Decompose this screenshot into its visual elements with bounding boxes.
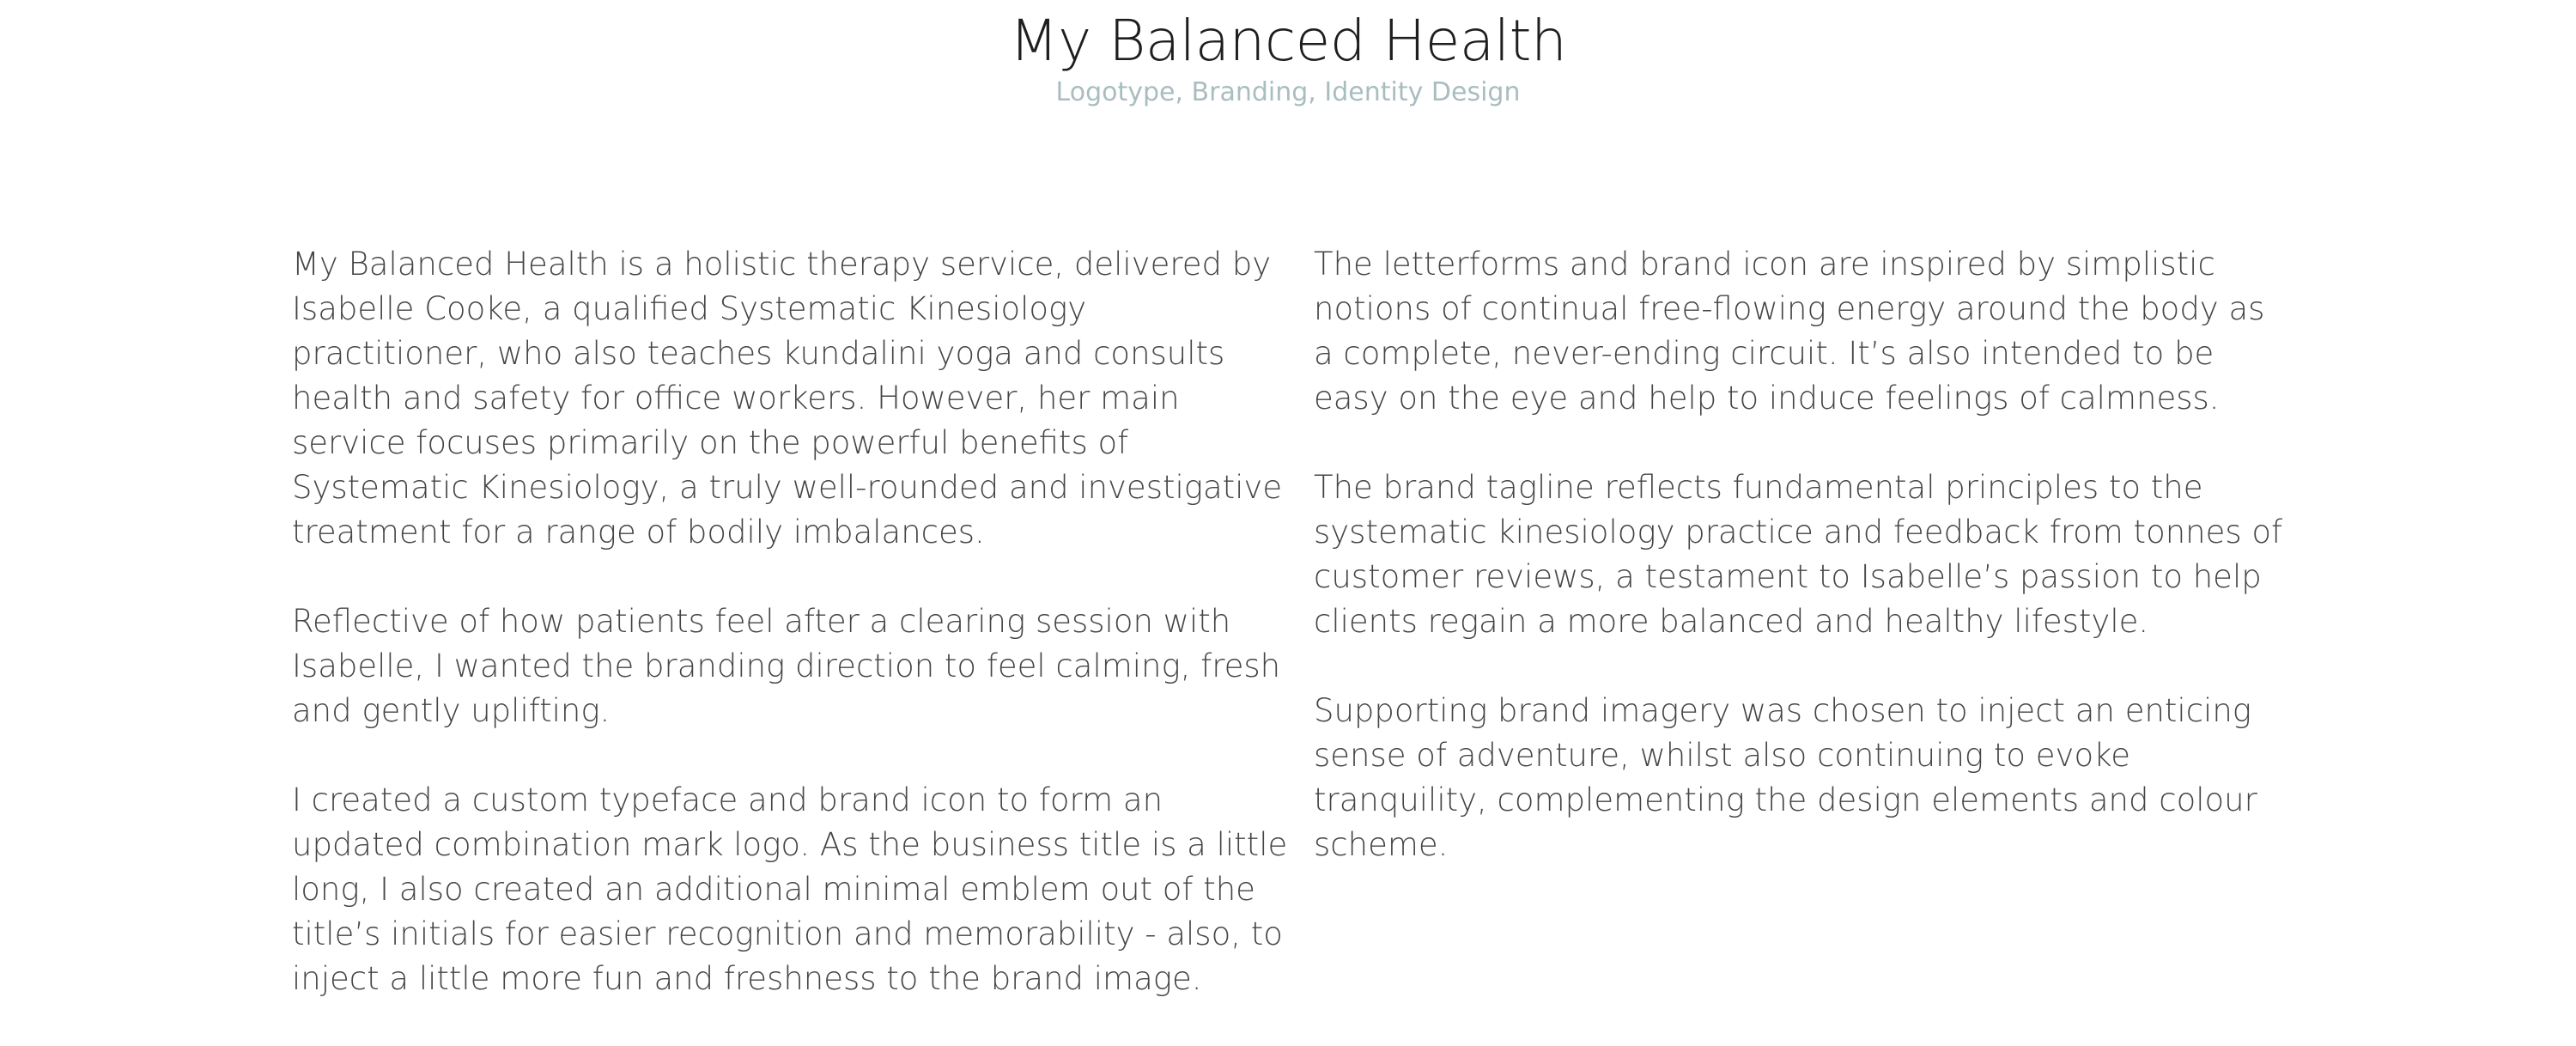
page-title: My Balanced Health xyxy=(1009,8,1567,74)
paragraph-letterforms: The letterforms and brand icon are inspired by simplistic notions of continual free-flowing energy around the body as a complete, never-ending circuit. It’s also intended to be easy on the eye and help to induce feelings of calmness. xyxy=(1314,246,2265,417)
paragraph-tagline: The brand tagline reflects fundamental principles to the systematic kinesiology practice and feedback from tonnes of customer reviews, a testament to Isabelle’s passion to help clients regain a more balanced and healthy lifestyle. xyxy=(1314,469,2283,640)
description-left-column xyxy=(292,242,1288,1046)
paragraph-intro: My Balanced Health is a holistic therapy service, delivered by Isabelle Cooke, a qualified Systematic Kinesiology practitioner, who also teaches kundalini yoga and consults health and safety for office workers. However, her main service focuses primarily on the powerful benefits of Systematic Kinesiology, a truly well-rounded and investigative treatment for a range of bodily imbalances. xyxy=(292,246,1283,550)
paragraph-imagery: Supporting brand imagery was chosen to inject an enticing sense of adventure, whilst also continuing to evoke tranquility, complementing the design elements and colour scheme. xyxy=(1314,692,2257,863)
paragraph-typeface: I created a custom typeface and brand icon to form an updated combination mark logo. As the business title is a little long, I also created an additional minimal emblem out of the title’s initials for easier recognition and memorability - also, to inject a little more fun and freshness to the brand image. xyxy=(292,781,1288,997)
paragraph-branding-direction: Reflective of how patients feel after a clearing session with Isabelle, I wanted the branding direction to feel calming, fresh and gently uplifting. xyxy=(292,603,1281,729)
description-right-column xyxy=(1314,242,2293,912)
page-subtitle: Logotype, Branding, Identity Design xyxy=(1055,77,1521,107)
